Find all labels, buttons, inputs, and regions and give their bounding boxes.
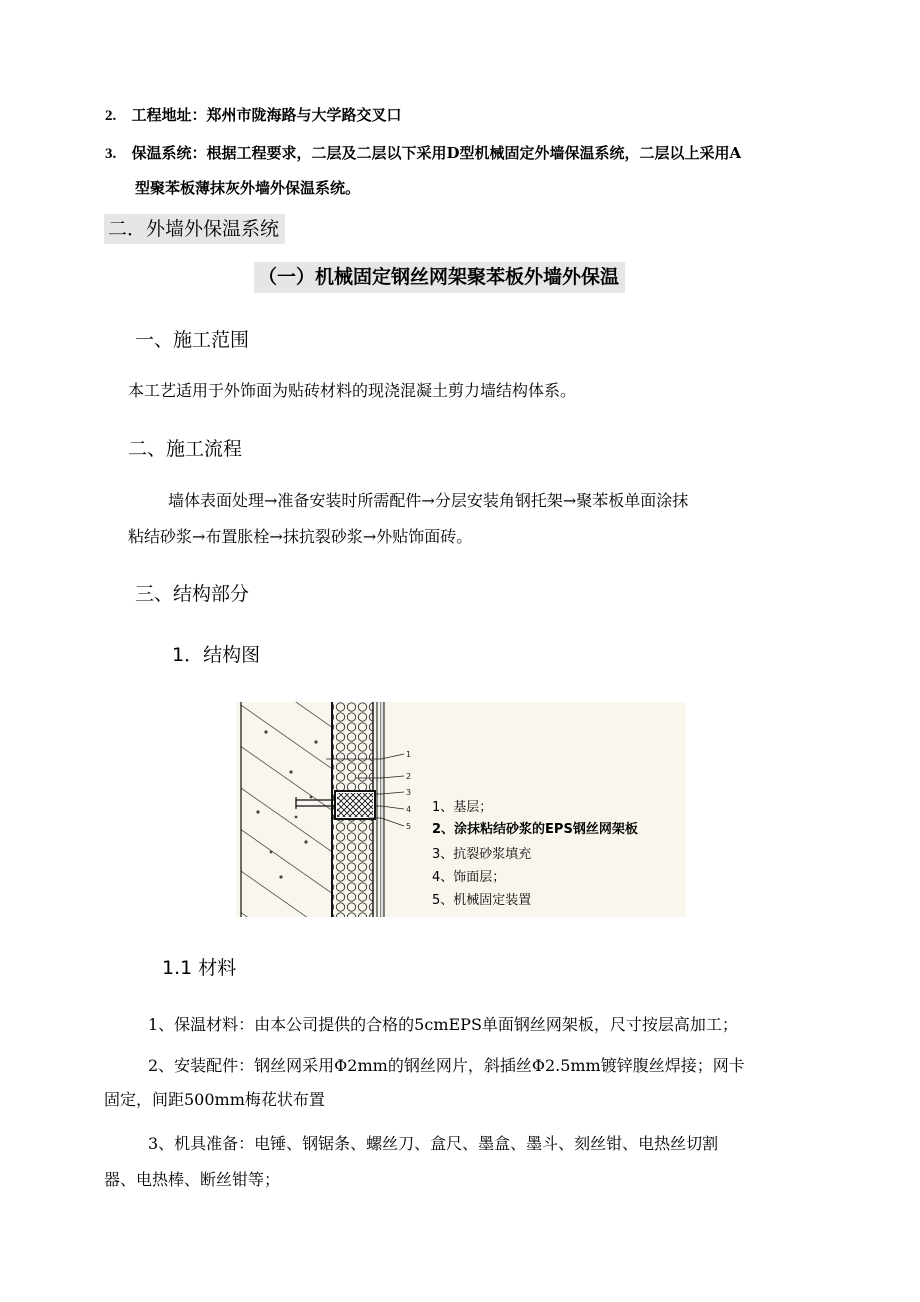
process-text-line1: 墙体表面处理→准备安装时所需配件→分层安装角钢托架→聚苯板单面涂抹 [168, 491, 689, 510]
material-item-2: 2、安装配件：钢丝网采用Φ2mm的钢丝网片，斜插丝Φ2.5mm镀锌腹丝焊接；网卡 [148, 1056, 745, 1075]
section-heading: 二．外墙外保温系统 [104, 214, 285, 244]
material-item-3: 3、机具准备：电锤、钢锯条、螺丝刀、盒尺、墨盒、墨斗、刻丝钳、电热丝切割 [148, 1134, 719, 1153]
process-text-line2: 粘结砂浆→布置胀栓→抹抗裂砂浆→外贴饰面砖。 [128, 527, 473, 546]
legend-item-1: 1、基层； [432, 800, 493, 815]
insulation-system-item [105, 142, 741, 163]
project-address-item [105, 104, 402, 125]
material-item-1: 1、保温材料：由本公司提供的合格的5cmEPS单面钢丝网架板，尺寸按层高加工； [148, 1015, 738, 1034]
process-heading: 二、施工流程 [128, 438, 243, 460]
item-text: 工程地址：郑州市陇海路与大学路交叉口 [131, 106, 402, 124]
legend-item-3: 3、抗裂砂浆填充 [432, 847, 532, 862]
callout-2: 2 [406, 772, 412, 781]
material-item-2-continued: 固定，间距500mm梅花状布置 [104, 1090, 325, 1109]
item-text: 保温系统：根据工程要求，二层及二层以下采用D型机械固定外墙保温系统，二层以上采用A [131, 144, 742, 162]
structure-diagram [236, 702, 686, 917]
materials-heading: 1.1 材料 [162, 957, 237, 979]
callout-5: 5 [406, 822, 412, 831]
scope-heading: 一、施工范围 [135, 329, 250, 351]
legend-item-5: 5、机械固定装置 [432, 893, 532, 908]
item-number: 3. [105, 146, 117, 162]
item-number: 2. [105, 108, 117, 124]
material-item-3-continued: 器、电热棒、断丝钳等； [104, 1170, 281, 1189]
insulation-system-item-continued: 型聚苯板薄抹灰外墙外保温系统。 [135, 179, 361, 197]
base-wall-layer [241, 702, 331, 917]
callout-4: 4 [406, 805, 412, 814]
callout-1: 1 [406, 750, 412, 759]
subsection-heading: （一）机械固定钢丝网架聚苯板外墙外保温 [254, 262, 625, 293]
legend-item-4: 4、饰面层； [432, 870, 506, 885]
scope-text: 本工艺适用于外饰面为贴砖材料的现浇混凝土剪力墙结构体系。 [128, 381, 577, 400]
diagram-heading: 1．结构图 [172, 644, 261, 666]
callout-3: 3 [406, 788, 412, 797]
legend-item-2: 2、涂抹粘结砂浆的EPS钢丝网架板 [432, 822, 638, 837]
structure-heading: 三、结构部分 [135, 583, 250, 605]
